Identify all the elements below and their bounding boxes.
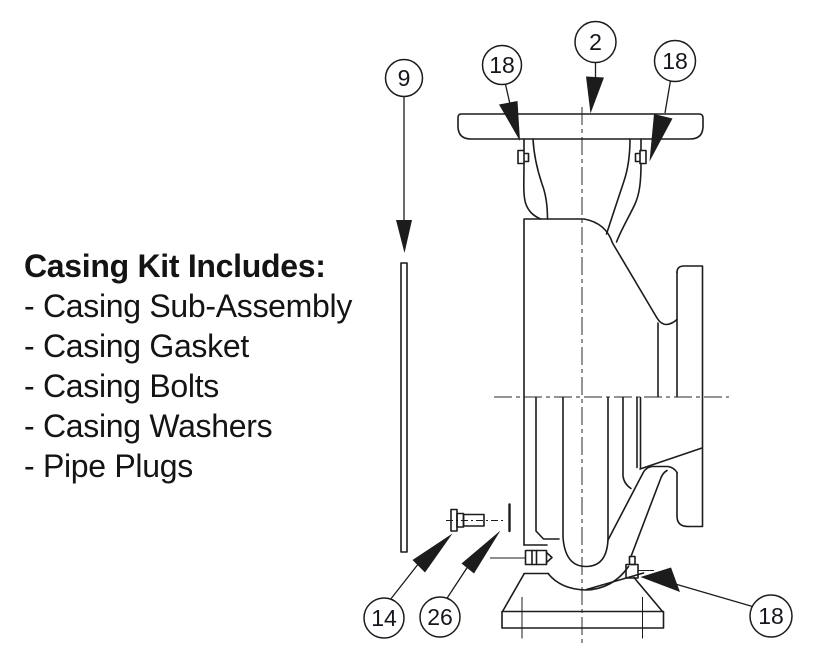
arrow-to-casing bbox=[586, 77, 604, 114]
arrow-to-plug-top-right bbox=[650, 114, 673, 162]
svg-text:18: 18 bbox=[758, 603, 784, 629]
svg-text:18: 18 bbox=[489, 52, 515, 78]
svg-text:2: 2 bbox=[589, 29, 602, 55]
svg-text:18: 18 bbox=[662, 48, 688, 74]
callout-pipe-plug-top-right bbox=[655, 41, 696, 82]
arrow-to-bolt bbox=[413, 534, 453, 573]
suction-flange bbox=[677, 266, 703, 527]
arrow-to-plug-top-left bbox=[499, 101, 520, 141]
callout-casing-sub-assembly bbox=[575, 22, 616, 63]
arrow-to-gasket bbox=[396, 220, 412, 253]
arrow-to-plug-bottom bbox=[641, 568, 681, 593]
kit-item: - Pipe Plugs bbox=[24, 448, 193, 484]
callout-leaders bbox=[390, 63, 753, 607]
callout-pipe-plug-bottom bbox=[750, 595, 792, 637]
kit-item: - Casing Gasket bbox=[24, 328, 249, 364]
casing-bolt bbox=[446, 510, 505, 532]
kit-item: - Casing Sub-Assembly bbox=[24, 288, 353, 324]
drain-boss-left bbox=[490, 545, 552, 574]
svg-text:14: 14 bbox=[371, 605, 397, 631]
kit-item: - Casing Bolts bbox=[24, 368, 219, 404]
svg-text:26: 26 bbox=[427, 604, 453, 630]
callout-pipe-plug-top-left bbox=[483, 46, 522, 85]
casing-sub-assembly-drawing bbox=[458, 114, 703, 639]
callout-casing-gasket bbox=[386, 60, 423, 97]
kit-item: - Casing Washers bbox=[24, 408, 273, 444]
casing-gasket-strip bbox=[401, 263, 407, 552]
svg-text:9: 9 bbox=[397, 65, 411, 91]
arrow-to-washer bbox=[462, 531, 501, 574]
callout-casing-washer bbox=[420, 597, 460, 637]
casing-body bbox=[524, 219, 702, 567]
pipe-plug-top-right bbox=[636, 151, 647, 164]
kit-title: Casing Kit Includes: bbox=[24, 248, 326, 284]
mounting-base bbox=[502, 574, 664, 639]
pipe-plug-top-left bbox=[518, 151, 529, 164]
callout-casing-bolt bbox=[364, 598, 404, 638]
